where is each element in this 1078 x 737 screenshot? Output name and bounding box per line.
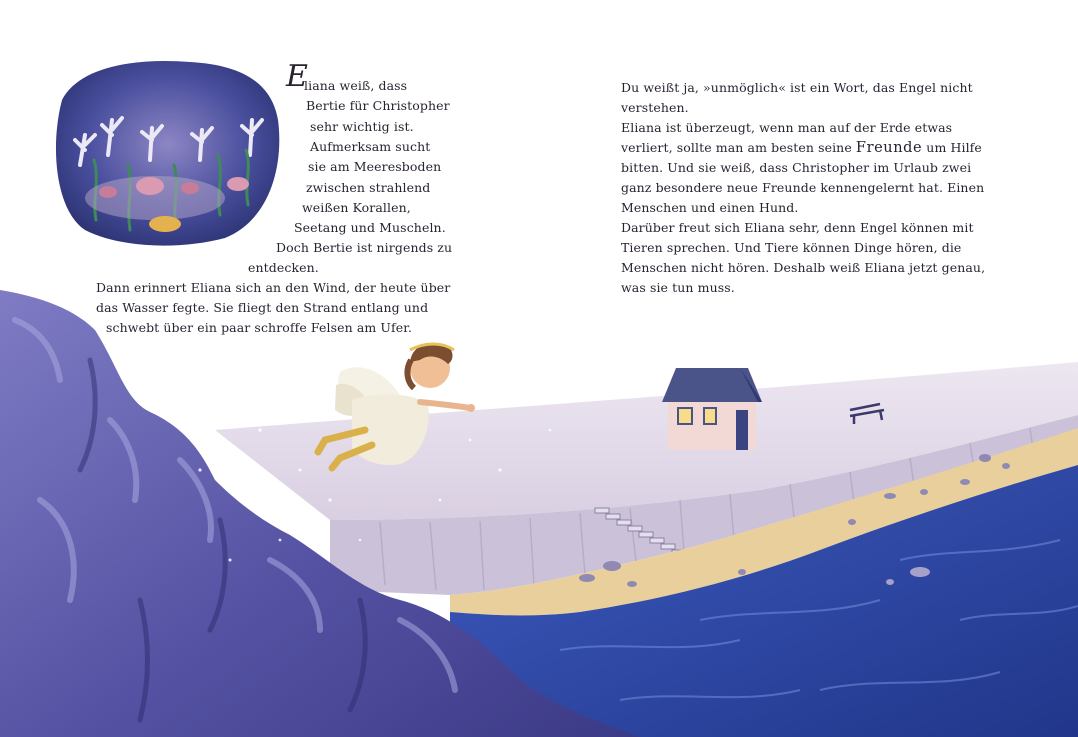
text-line: sehr wichtig ist.	[310, 119, 414, 134]
text-line: Bertie für Christopher	[306, 98, 450, 113]
underwater-vignette	[56, 61, 279, 246]
text-line: Dann erinnert Eliana sich an den Wind, der heute über	[96, 280, 451, 295]
emphasized-word: Freunde	[855, 140, 923, 156]
text-line: schwebt über ein paar schroffe Felsen am Ufer.	[106, 320, 413, 335]
text-line: was sie tun muss.	[621, 280, 735, 295]
text-line: Aufmerksam sucht	[310, 139, 431, 154]
text-line: entdecken.	[248, 260, 319, 275]
text-line: Doch Bertie ist nirgends zu	[276, 240, 453, 255]
text-line: Menschen und einen Hund.	[621, 200, 799, 215]
text-line: bitten. Und sie weiß, dass Christopher im Urlaub zwei	[621, 160, 972, 175]
text-line: Darüber freut sich Eliana sehr, denn Engel können mit	[621, 220, 974, 235]
text-line: das Wasser fegte. Sie fliegt den Strand entlang und	[96, 300, 429, 315]
text-line: Seetang und Muscheln.	[294, 220, 446, 235]
text-line: zwischen strahlend	[306, 180, 431, 195]
text-line-with-emphasis: verliert, sollte man am besten seine Freunde um Hilfe	[621, 140, 982, 156]
text-line: verstehen.	[621, 100, 689, 115]
text-line: Tieren sprechen. Und Tiere können Dinge hören, die	[621, 240, 962, 255]
text-line: Menschen nicht hören. Deshalb weiß Eliana jetzt genau,	[621, 260, 986, 275]
text-line: Du weißt ja, »unmöglich« ist ein Wort, das Engel nicht	[621, 80, 973, 95]
text-line: Eliana ist überzeugt, wenn man auf der Erde etwas	[621, 120, 953, 135]
text-line: weißen Korallen,	[302, 200, 411, 215]
drop-cap: E	[286, 59, 308, 94]
text-line: sie am Meeresboden	[308, 159, 442, 174]
text-line: ganz besondere neue Freunde kennengelernt hat. Einen	[621, 180, 985, 195]
text-line: liana weiß, dass	[304, 78, 408, 93]
house	[662, 368, 762, 450]
